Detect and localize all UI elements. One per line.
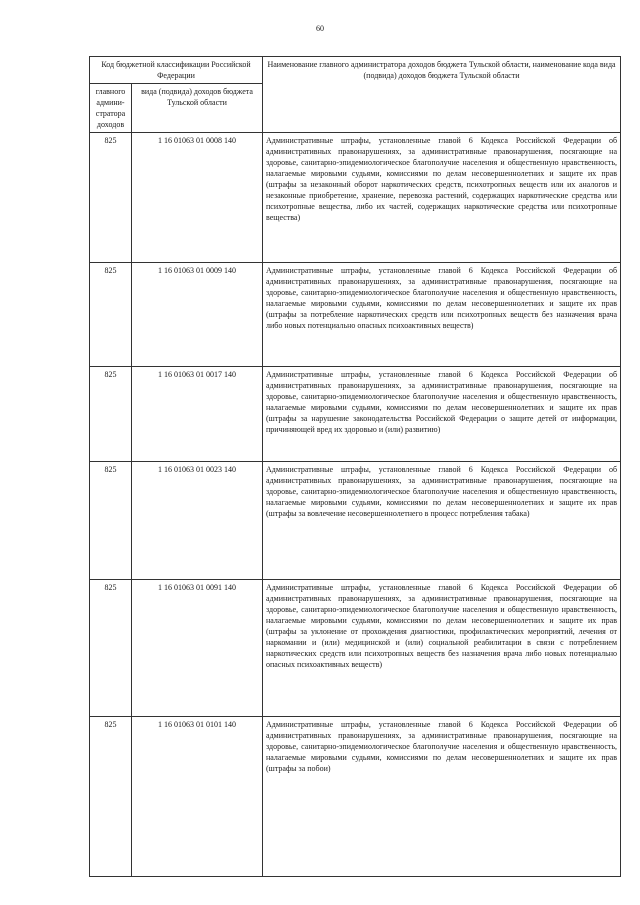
income-name-cell: Административные штрафы, установленные главой 6 Кодекса Российской Федерации об административных правонарушениях, за административные правонарушения, посягающие на здоровье, санитарно-эпидемиологическое благополучие населения и общественную нравственность, налагаемые мировыми судьями, комиссиями по делам несовершеннолетних и защите их прав (штрафы за вовлечение несовершеннолетнего в процесс потребления табака)	[263, 462, 621, 580]
budget-classification-table	[89, 56, 621, 877]
table-row	[90, 462, 621, 580]
table-body	[90, 133, 621, 877]
header-income-code: вида (подвида) доходов бюджета Тульской области	[132, 84, 263, 133]
admin-code-cell: 825	[90, 133, 132, 263]
income-code-cell: 1 16 01063 01 0023 140	[132, 462, 263, 580]
income-code-cell: 1 16 01063 01 0091 140	[132, 580, 263, 717]
table-row	[90, 133, 621, 263]
income-code-cell: 1 16 01063 01 0017 140	[132, 367, 263, 462]
header-name: Наименование главного администратора доходов бюджета Тульской области, наименование кода вида (подвида) доходов бюджета Тульской области	[263, 57, 621, 133]
table-row	[90, 580, 621, 717]
income-code-cell: 1 16 01063 01 0008 140	[132, 133, 263, 263]
table-row	[90, 717, 621, 877]
table-row	[90, 367, 621, 462]
admin-code-cell: 825	[90, 580, 132, 717]
table-header	[90, 57, 621, 133]
admin-code-cell: 825	[90, 717, 132, 877]
page-number: 60	[316, 24, 324, 33]
income-name-cell: Административные штрафы, установленные главой 6 Кодекса Российской Федерации об административных правонарушениях, за административные правонарушения, посягающие на здоровье, санитарно-эпидемиологическое благополучие населения и общественную нравственность, налагаемые мировыми судьями, комиссиями по делам несовершеннолетних и защите их прав (штрафы за незаконный оборот наркотических средств, психотропных веществ или их аналогов и незаконные приобретение, хранение, перевозка растений, содержащих наркотические средства или психотропные вещества, либо их частей, содержащих наркотические средства или психотропные вещества)	[263, 133, 621, 263]
income-name-cell: Административные штрафы, установленные главой 6 Кодекса Российской Федерации об административных правонарушениях, за административные правонарушения, посягающие на здоровье, санитарно-эпидемиологическое благополучие населения и общественную нравственность, налагаемые мировыми судьями, комиссиями по делам несовершеннолетних и защите их прав (штрафы за побои)	[263, 717, 621, 877]
admin-code-cell: 825	[90, 263, 132, 367]
income-code-cell: 1 16 01063 01 0009 140	[132, 263, 263, 367]
admin-code-cell: 825	[90, 367, 132, 462]
header-classification-code: Код бюджетной классификации Российской Федерации	[90, 57, 263, 84]
table-row	[90, 263, 621, 367]
income-code-cell: 1 16 01063 01 0101 140	[132, 717, 263, 877]
admin-code-cell: 825	[90, 462, 132, 580]
income-name-cell: Административные штрафы, установленные главой 6 Кодекса Российской Федерации об административных правонарушениях, за административные правонарушения, посягающие на здоровье, санитарно-эпидемиологическое благополучие населения и общественную нравственность, налагаемые мировыми судьями, комиссиями по делам несовершеннолетних и защите их прав (штрафы за потребление наркотических средств или психотропных веществ без назначения врача либо новых потенциально опасных психоактивных веществ)	[263, 263, 621, 367]
income-name-cell: Административные штрафы, установленные главой 6 Кодекса Российской Федерации об административных правонарушениях, за административные правонарушения, посягающие на здоровье, санитарно-эпидемиологическое благополучие населения и общественную нравственность, налагаемые мировыми судьями, комиссиями по делам несовершеннолетних и защите их прав (штрафы за уклонение от прохождения диагностики, профилактических мероприятий, лечения от наркомании и (или) медицинской и (или) социальной реабилитации в связи с потреблением наркотических средств или психотропных веществ без назначения врача либо новых потенциально опасных психоактивных веществ)	[263, 580, 621, 717]
header-admin-code: главного админи-стратора доходов	[90, 84, 132, 133]
income-name-cell: Административные штрафы, установленные главой 6 Кодекса Российской Федерации об административных правонарушениях, за административные правонарушения, посягающие на здоровье, санитарно-эпидемиологическое благополучие населения и общественную нравственность, налагаемые мировыми судьями, комиссиями по делам несовершеннолетних и защите их прав (штрафы за нарушение законодательства Российской Федерации о защите детей от информации, причиняющей вред их здоровью и (или) развитию)	[263, 367, 621, 462]
